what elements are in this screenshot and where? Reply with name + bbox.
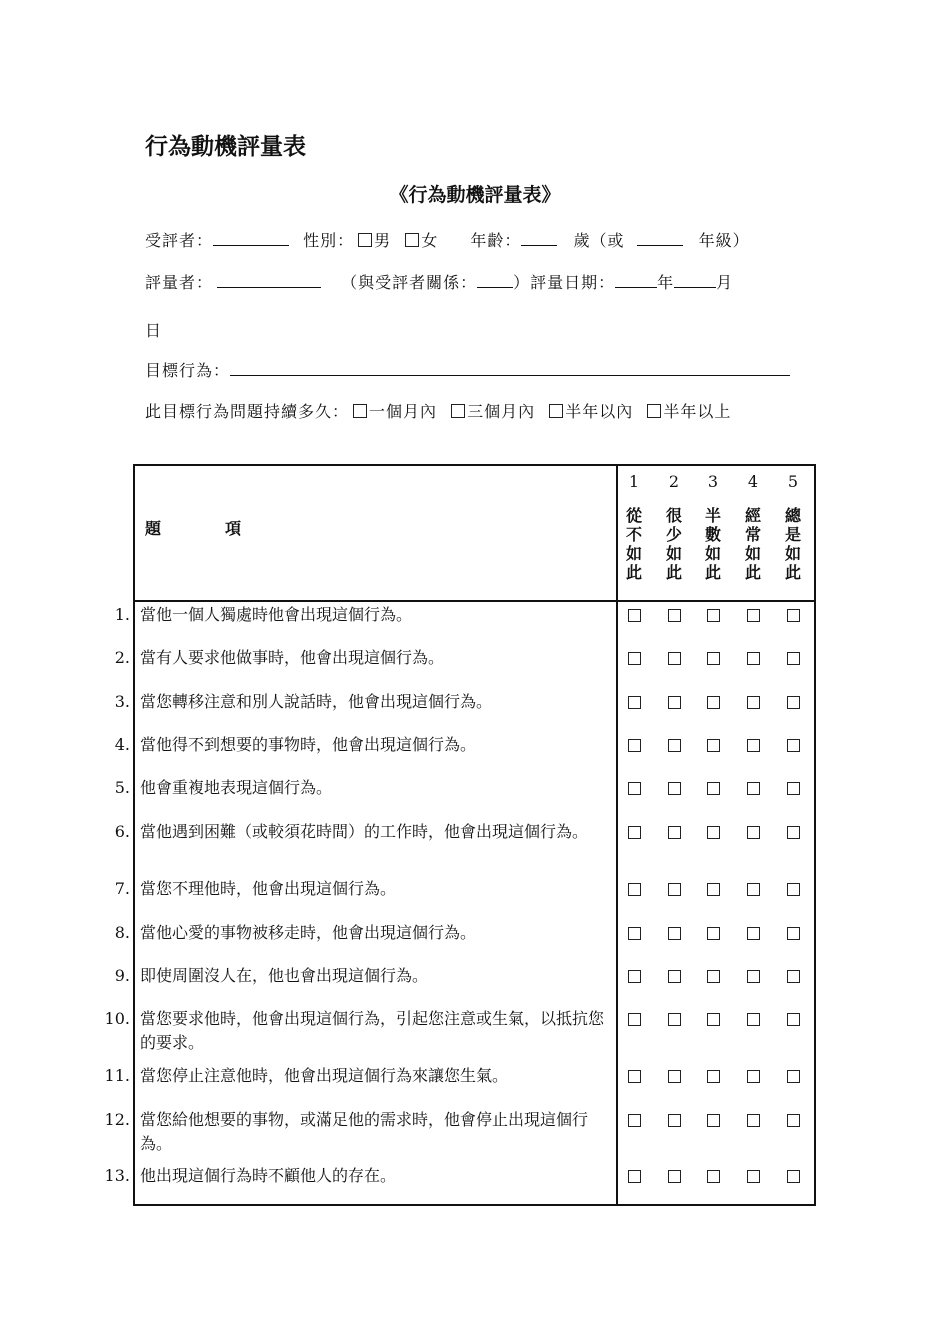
scale-number-2: 2 (668, 472, 680, 491)
female-label: 女 (421, 231, 439, 250)
question-text: 當您停止注意他時，他會出現這個行為來讓您生氣。 (140, 1066, 509, 1085)
page-heading: 行為動機評量表 (145, 134, 306, 160)
rating-checkbox-q8-1[interactable] (628, 927, 641, 940)
rating-checkbox-q3-2[interactable] (668, 696, 681, 709)
duration-option-1: 一個月內 (369, 402, 438, 421)
rating-checkbox-q3-1[interactable] (628, 696, 641, 709)
question-number: 5. (114, 778, 130, 797)
question-number: 11. (104, 1066, 130, 1085)
question-text: 當他一個人獨處時他會出現這個行為。 (140, 605, 413, 624)
rating-checkbox-q10-5[interactable] (787, 1013, 800, 1026)
rating-checkbox-q5-5[interactable] (787, 782, 800, 795)
scale-label-5: 總是如此 (784, 506, 801, 582)
rating-checkbox-q9-1[interactable] (628, 970, 641, 983)
year-label: 年 (657, 273, 675, 292)
question-text: 他出現這個行為時不顧他人的存在。 (140, 1166, 397, 1185)
evaluatee-line (145, 228, 750, 251)
grade-unit: 年級） (698, 231, 750, 250)
rating-checkbox-q5-4[interactable] (747, 782, 760, 795)
question-text: 當有人要求他做事時，他會出現這個行為。 (140, 648, 445, 667)
rating-checkbox-q4-2[interactable] (668, 739, 681, 752)
rating-checkbox-q10-3[interactable] (707, 1013, 720, 1026)
question-number: 6. (114, 822, 130, 841)
question-text: 當他心愛的事物被移走時，他會出現這個行為。 (140, 923, 477, 942)
question-number: 1. (114, 605, 130, 624)
rating-checkbox-q7-1[interactable] (628, 883, 641, 896)
question-number: 8. (114, 923, 130, 942)
relation-label: （與受評者關係： (341, 273, 478, 292)
rating-checkbox-q10-4[interactable] (747, 1013, 760, 1026)
target-line (145, 358, 790, 381)
rating-checkbox-q6-1[interactable] (628, 826, 641, 839)
scale-number-5: 5 (787, 472, 799, 491)
table-column-divider (616, 464, 618, 1206)
duration-checkbox-3[interactable] (549, 404, 563, 418)
rating-checkbox-q3-5[interactable] (787, 696, 800, 709)
scale-number-4: 4 (747, 472, 759, 491)
duration-checkbox-2[interactable] (451, 404, 465, 418)
rating-checkbox-q8-2[interactable] (668, 927, 681, 940)
scale-number-1: 1 (628, 472, 640, 491)
rating-checkbox-q1-4[interactable] (747, 609, 760, 622)
rating-checkbox-q4-4[interactable] (747, 739, 760, 752)
duration-option-4: 半年以上 (663, 402, 732, 421)
rating-checkbox-q12-4[interactable] (747, 1114, 760, 1127)
female-checkbox[interactable] (405, 233, 419, 247)
question-text: 即使周圍沒人在，他也會出現這個行為。 (140, 966, 429, 985)
rating-checkbox-q5-3[interactable] (707, 782, 720, 795)
form-title: 《行為動機評量表》 (389, 184, 561, 206)
evaluatee-field[interactable] (213, 229, 289, 246)
question-number: 12. (104, 1110, 130, 1129)
rating-checkbox-q12-2[interactable] (668, 1114, 681, 1127)
age-unit: 歲（或 (573, 231, 625, 250)
rating-checkbox-q4-3[interactable] (707, 739, 720, 752)
rating-checkbox-q6-2[interactable] (668, 826, 681, 839)
question-number: 13. (104, 1166, 130, 1185)
evaluator-field[interactable] (217, 271, 321, 288)
rating-checkbox-q2-4[interactable] (747, 652, 760, 665)
scale-label-1: 從不如此 (625, 506, 642, 582)
rating-checkbox-q2-3[interactable] (707, 652, 720, 665)
rating-checkbox-q9-3[interactable] (707, 970, 720, 983)
rating-checkbox-q9-2[interactable] (668, 970, 681, 983)
rating-checkbox-q3-4[interactable] (747, 696, 760, 709)
rating-checkbox-q6-3[interactable] (707, 826, 720, 839)
question-text: 當您不理他時，他會出現這個行為。 (140, 879, 397, 898)
rating-checkbox-q2-5[interactable] (787, 652, 800, 665)
rating-checkbox-q13-2[interactable] (668, 1170, 681, 1183)
question-text: 當他得不到想要的事物時，他會出現這個行為。 (140, 735, 477, 754)
rating-checkbox-q10-2[interactable] (668, 1013, 681, 1026)
evaluator-line (145, 270, 733, 293)
rating-checkbox-q11-3[interactable] (707, 1070, 720, 1083)
rating-checkbox-q4-1[interactable] (628, 739, 641, 752)
rating-checkbox-q7-3[interactable] (707, 883, 720, 896)
date-label: ）評量日期： (513, 273, 616, 292)
rating-checkbox-q1-1[interactable] (628, 609, 641, 622)
rating-checkbox-q12-3[interactable] (707, 1114, 720, 1127)
evaluatee-label: 受評者： (145, 231, 214, 250)
table-header-divider (133, 600, 816, 602)
rating-checkbox-q7-2[interactable] (668, 883, 681, 896)
male-label: 男 (374, 231, 392, 250)
relation-field[interactable] (477, 271, 513, 288)
age-label: 年齡： (470, 231, 522, 250)
rating-checkbox-q6-5[interactable] (787, 826, 800, 839)
item-header: 題 項 (145, 519, 266, 538)
day-label: 日 (145, 321, 163, 340)
question-number: 7. (114, 879, 130, 898)
month-field[interactable] (674, 271, 716, 288)
rating-checkbox-q5-1[interactable] (628, 782, 641, 795)
rating-checkbox-q1-5[interactable] (787, 609, 800, 622)
scale-label-3: 半數如此 (704, 506, 721, 582)
duration-line (145, 399, 731, 422)
rating-checkbox-q2-1[interactable] (628, 652, 641, 665)
rating-checkbox-q1-2[interactable] (668, 609, 681, 622)
gender-label: 性別： (303, 231, 355, 250)
rating-checkbox-q9-5[interactable] (787, 970, 800, 983)
rating-checkbox-q8-5[interactable] (787, 927, 800, 940)
rating-checkbox-q6-4[interactable] (747, 826, 760, 839)
age-field[interactable] (521, 229, 557, 246)
grade-field[interactable] (637, 229, 683, 246)
rating-checkbox-q12-1[interactable] (628, 1114, 641, 1127)
target-field[interactable] (230, 359, 790, 376)
rating-checkbox-q13-1[interactable] (628, 1170, 641, 1183)
month-label: 月 (716, 273, 734, 292)
duration-option-3: 半年以內 (565, 402, 634, 421)
rating-checkbox-q5-2[interactable] (668, 782, 681, 795)
duration-option-2: 三個月內 (467, 402, 536, 421)
rating-checkbox-q11-4[interactable] (747, 1070, 760, 1083)
rating-checkbox-q11-5[interactable] (787, 1070, 800, 1083)
scale-number-3: 3 (707, 472, 719, 491)
rating-checkbox-q4-5[interactable] (787, 739, 800, 752)
duration-checkbox-1[interactable] (353, 404, 367, 418)
rating-checkbox-q8-3[interactable] (707, 927, 720, 940)
question-number: 3. (114, 692, 130, 711)
target-label: 目標行為： (145, 361, 231, 380)
duration-checkbox-4[interactable] (647, 404, 661, 418)
question-text: 他會重複地表現這個行為。 (140, 778, 333, 797)
rating-checkbox-q2-2[interactable] (668, 652, 681, 665)
rating-checkbox-q3-3[interactable] (707, 696, 720, 709)
question-text: 當您給他想要的事物，或滿足他的需求時，他會停止出現這個行為。 (140, 1110, 589, 1153)
rating-checkbox-q13-4[interactable] (747, 1170, 760, 1183)
question-text: 當您轉移注意和別人說話時，他會出現這個行為。 (140, 692, 493, 711)
rating-checkbox-q8-4[interactable] (747, 927, 760, 940)
duration-label: 此目標行為問題持續多久： (145, 402, 350, 421)
question-number: 9. (114, 966, 130, 985)
scale-label-2: 很少如此 (665, 506, 682, 582)
rating-checkbox-q13-3[interactable] (707, 1170, 720, 1183)
rating-checkbox-q9-4[interactable] (747, 970, 760, 983)
rating-checkbox-q13-5[interactable] (787, 1170, 800, 1183)
male-checkbox[interactable] (358, 233, 372, 247)
rating-checkbox-q12-5[interactable] (787, 1114, 800, 1127)
rating-checkbox-q7-5[interactable] (787, 883, 800, 896)
scale-label-4: 經常如此 (744, 506, 761, 582)
question-text: 當您要求他時，他會出現這個行為，引起您注意或生氣，以抵抗您的要求。 (140, 1009, 605, 1052)
evaluator-label: 評量者： (145, 273, 214, 292)
year-field[interactable] (615, 271, 657, 288)
rating-checkbox-q1-3[interactable] (707, 609, 720, 622)
rating-checkbox-q11-2[interactable] (668, 1070, 681, 1083)
rating-checkbox-q7-4[interactable] (747, 883, 760, 896)
question-number: 4. (114, 735, 130, 754)
question-number: 10. (104, 1009, 130, 1028)
rating-checkbox-q10-1[interactable] (628, 1013, 641, 1026)
question-text: 當他遇到困難（或較須花時間）的工作時，他會出現這個行為。 (140, 822, 589, 841)
rating-checkbox-q11-1[interactable] (628, 1070, 641, 1083)
question-number: 2. (114, 648, 130, 667)
